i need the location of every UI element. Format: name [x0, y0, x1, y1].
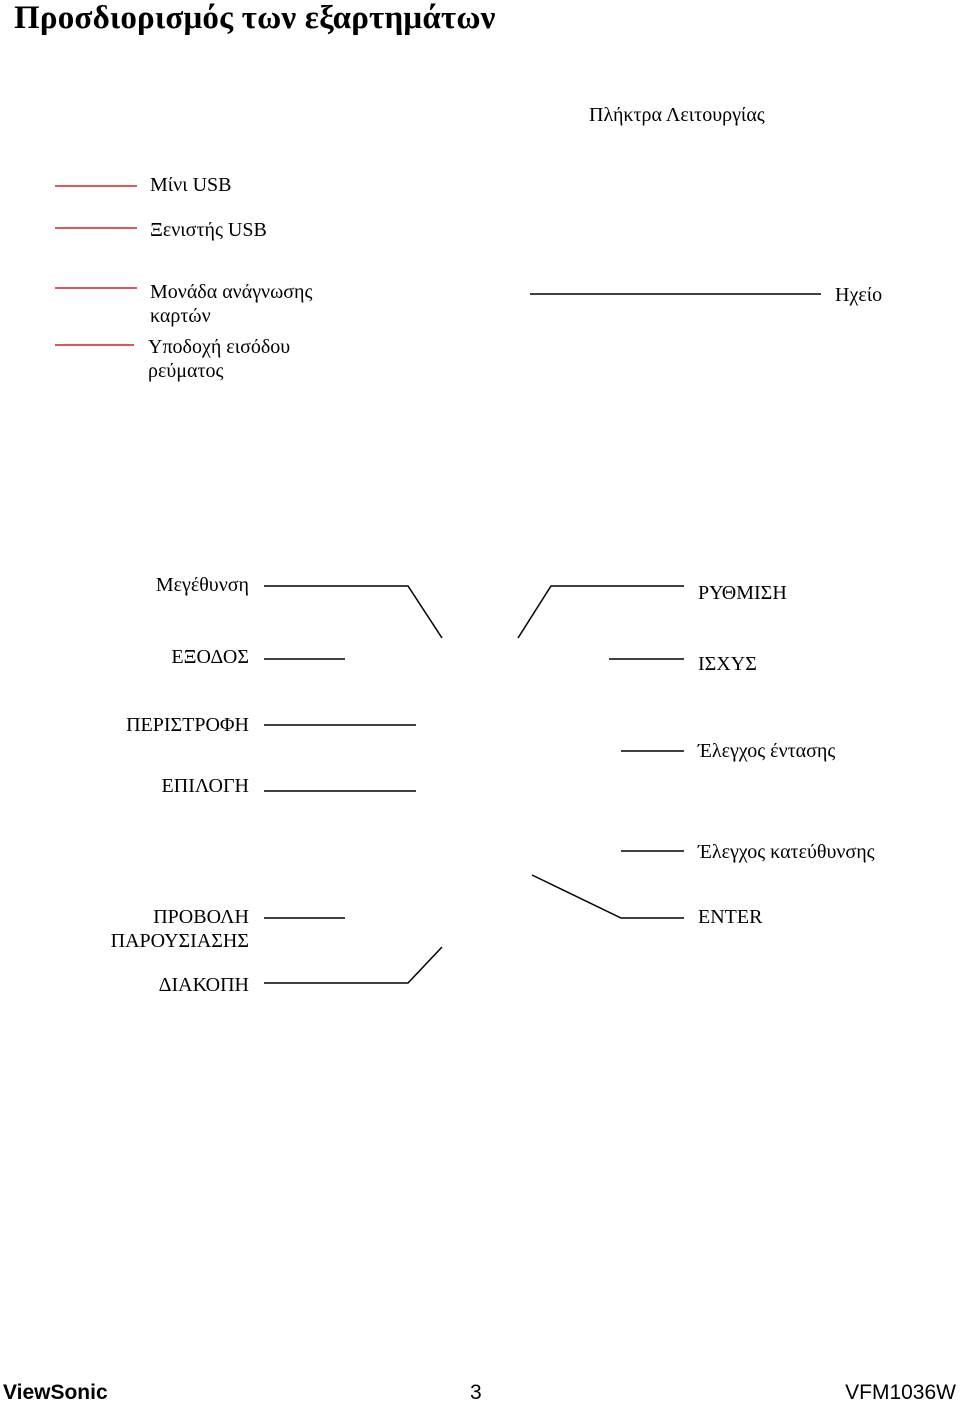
footer-brand: ViewSonic: [3, 1381, 108, 1404]
card-reader-label: Μονάδα ανάγνωσης καρτών: [150, 281, 313, 327]
stop-label: ΔΙΑΚΟΠΗ: [158, 974, 249, 996]
select-label: ΕΠΙΛΟΓΗ: [161, 775, 249, 797]
footer-model: VFM1036W: [845, 1381, 956, 1404]
usb-host-label: Ξενιστής USB: [150, 219, 267, 241]
speaker-label: Ηχείο: [835, 284, 883, 306]
zoom-label: Μεγέθυνση: [155, 574, 249, 596]
exit-label: ΕΞΟΔΟΣ: [171, 646, 249, 668]
slideshow-label: ΠΡΟΒΟΛΗ ΠΑΡΟΥΣΙΑΣΗΣ: [110, 906, 249, 952]
enter-leader: [532, 875, 684, 918]
direction-control-label: Έλεγχος κατεύθυνσης: [698, 841, 875, 863]
volume-control-label: Έλεγχος έντασης: [698, 740, 836, 762]
enter-label: ENTER: [698, 906, 763, 928]
footer-page-number: 3: [470, 1381, 482, 1404]
rotate-label: ΠΕΡΙΣΤΡΟΦΗ: [126, 714, 249, 736]
power-label: ΙΣΧΥΣ: [698, 653, 757, 675]
page-title: Προσδιορισμός των εξαρτημάτων: [14, 0, 496, 36]
function-keys-label: Πλήκτρα Λειτουργίας: [589, 104, 765, 126]
setup-label: ΡΥΘΜΙΣΗ: [698, 582, 787, 604]
setup-leader: [518, 586, 684, 638]
mini-usb-label: Μίνι USB: [150, 174, 232, 196]
zoom-leader: [264, 586, 442, 638]
power-input-label: Υποδοχή εισόδου ρεύματος: [148, 336, 291, 382]
stop-leader: [264, 947, 442, 983]
